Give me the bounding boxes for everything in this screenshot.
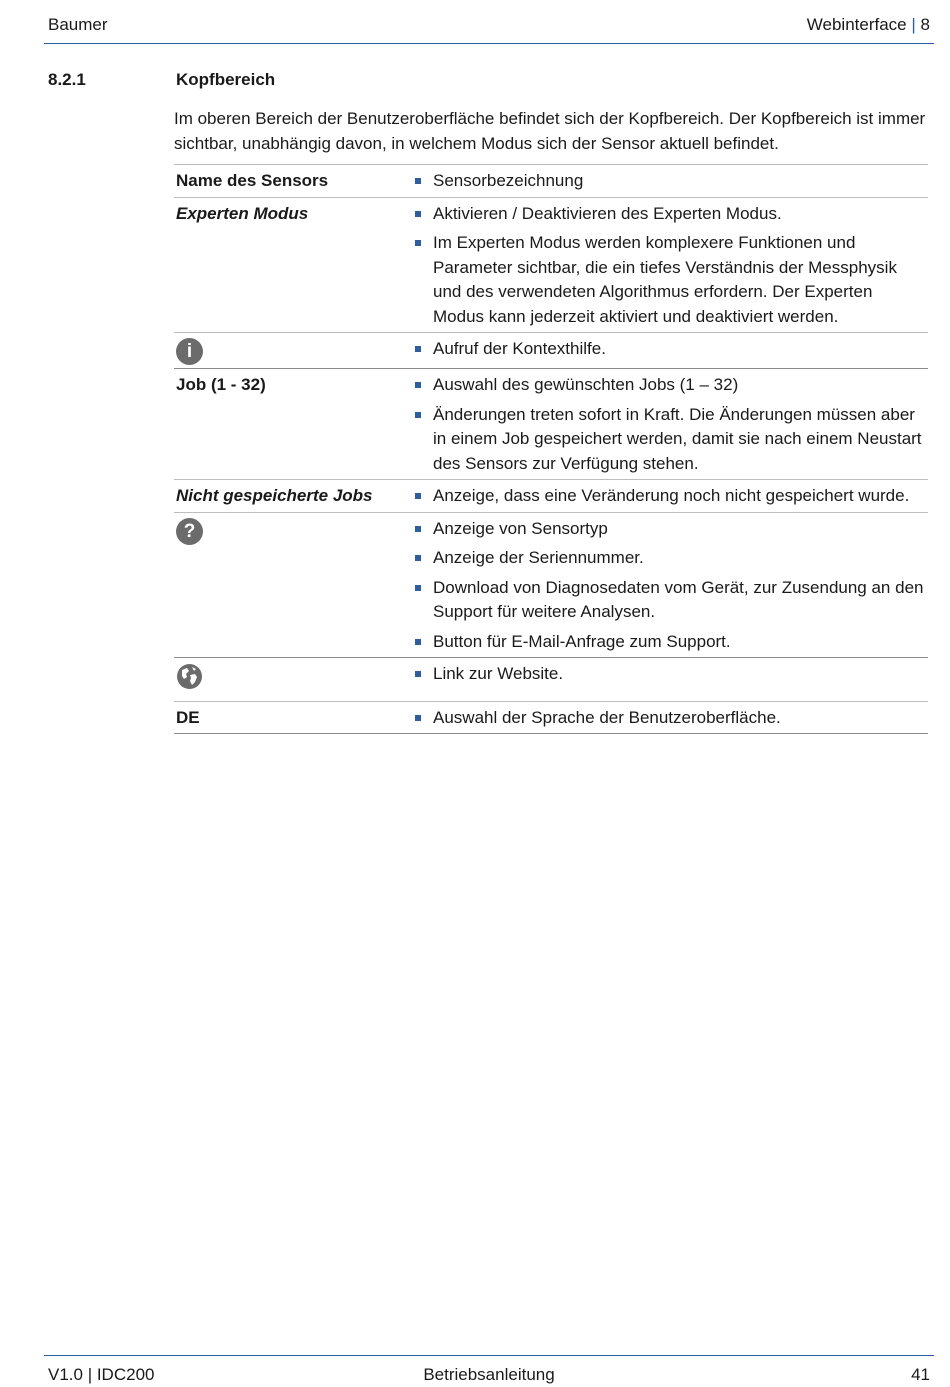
- footer-page-number: 41: [911, 1365, 930, 1384]
- term-icon-cell: [174, 337, 412, 365]
- list-item: Anzeige von Sensortyp: [412, 517, 928, 542]
- section-intro: Im oberen Bereich der Benutzeroberfläche befindet sich der Kopfbereich. Der Kopfbereich ist immer sichtbar, unabhängig davon, in welchem Modus sich der Sensor aktuell befindet.: [174, 109, 926, 153]
- list-item: Aktivieren / Deaktivieren des Experten Modus.: [412, 202, 928, 227]
- description: [412, 484, 928, 509]
- header-chapter-title: Webinterface: [806, 15, 907, 34]
- term-language: DE: [176, 707, 200, 727]
- footer-version: V1.0 | IDC200: [48, 1365, 155, 1384]
- term-unsaved-jobs: Nicht gespeicherte Jobs: [176, 486, 373, 505]
- term-job: Job (1 - 32): [176, 375, 266, 394]
- list-item: Anzeige, dass eine Veränderung noch nicht gespeichert wurde.: [412, 484, 928, 509]
- section-title: Kopfbereich: [176, 70, 276, 89]
- list-item: Im Experten Modus werden komplexere Funktionen und Parameter sichtbar, die ein tiefes Verständnis der Messphysik und des verwendeten Algorithmus erfordern. Der Experten Modus kann jederzeit aktiviert und deaktiviert werden.: [412, 231, 928, 329]
- table-row: [174, 658, 928, 702]
- list-item: Anzeige der Seriennummer.: [412, 546, 928, 571]
- help-question-icon: ?: [176, 518, 203, 545]
- description: [412, 517, 928, 655]
- header-chapter: [807, 15, 930, 35]
- table-row: [174, 198, 928, 334]
- list-item: Link zur Website.: [412, 662, 928, 687]
- description: [412, 337, 928, 365]
- table-row: [174, 480, 928, 513]
- feature-table: [174, 164, 928, 734]
- list-item: Button für E-Mail-Anfrage zum Support.: [412, 630, 928, 655]
- bullet-list: [412, 169, 928, 194]
- description: [412, 373, 928, 476]
- table-row: [174, 369, 928, 480]
- list-item: Download von Diagnosedaten vom Gerät, zur Zusendung an den Support für weitere Analysen.: [412, 576, 928, 625]
- info-icon: i: [176, 338, 203, 365]
- bullet-list: [412, 202, 928, 330]
- term-icon-cell: [174, 662, 412, 698]
- list-item: Auswahl des gewünschten Jobs (1 – 32): [412, 373, 928, 398]
- globe-icon: [176, 663, 203, 690]
- table-row: [174, 702, 928, 735]
- page-footer: [44, 1355, 934, 1384]
- header-chapter-number: 8: [920, 15, 930, 34]
- table-row: [174, 333, 928, 369]
- bullet-list: [412, 337, 928, 362]
- bullet-list: [412, 373, 928, 476]
- table-row: [174, 165, 928, 198]
- description: [412, 169, 928, 194]
- description: [412, 706, 928, 731]
- bullet-list: [412, 662, 928, 687]
- term-expert-mode: Experten Modus: [176, 203, 309, 223]
- term-sensor-name: Name des Sensors: [176, 171, 329, 190]
- description: [412, 202, 928, 330]
- bullet-list: [412, 517, 928, 655]
- term-icon-cell: [174, 517, 412, 655]
- header-brand: Baumer: [48, 15, 108, 34]
- bullet-list: [412, 706, 928, 731]
- bullet-list: [412, 484, 928, 509]
- footer-doc-type: Betriebsanleitung: [423, 1365, 555, 1384]
- table-row: [174, 513, 928, 659]
- page-header: [44, 0, 934, 44]
- description: [412, 662, 928, 698]
- list-item: Aufruf der Kontexthilfe.: [412, 337, 928, 362]
- list-item: Änderungen treten sofort in Kraft. Die Änderungen müssen aber in einem Job gespeichert werden, damit sie nach einem Neustart des Sensors zur Verfügung stehen.: [412, 403, 928, 477]
- header-separator: |: [911, 15, 916, 34]
- section-number: 8.2.1: [48, 70, 86, 89]
- list-item: Auswahl der Sprache der Benutzeroberfläche.: [412, 706, 928, 731]
- list-item: Sensorbezeichnung: [412, 169, 928, 194]
